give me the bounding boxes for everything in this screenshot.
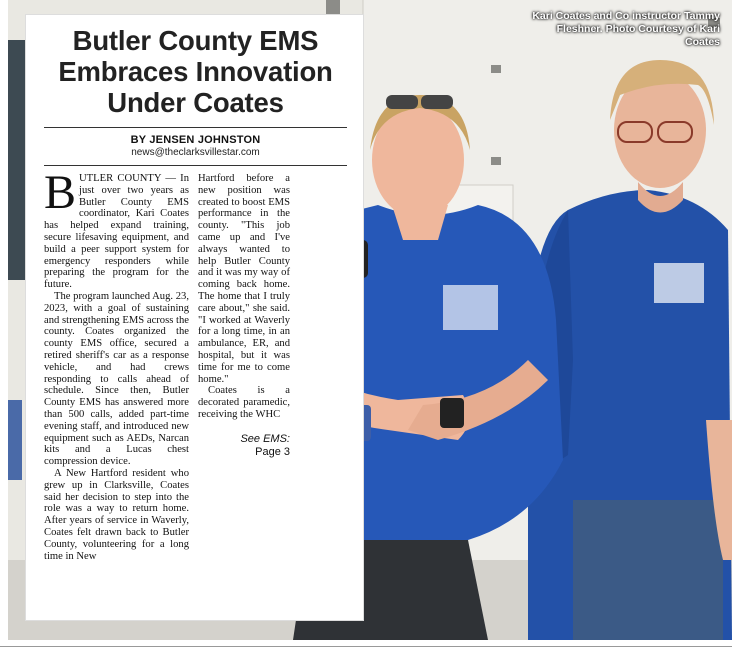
article-columns [44,166,347,562]
byline-email[interactable]: news@theclarksvillestar.com [131,147,260,158]
divider [44,127,347,128]
paragraph-1-text: UTLER COUNTY — In just over two years as Butler County EMS coordinator, Kari Coates has helped expand training, secure lifesaving equipment, and build a peer support system for emergency responders while preparing the program for the future. [44,173,189,291]
paragraph-3: A New Hartford resident who grew up in Clarksville, Coates said her decision to step into the role was a way to return home. After years of service in Waverly, Coates felt drawn back to Butler County, volunteering for a long time in New [44,467,189,562]
article-box [26,15,363,620]
jump-line[interactable] [198,433,290,459]
jump-page-label: Page 3 [255,445,290,458]
drop-cap: B [44,166,77,219]
byline: BY JENSEN JOHNSTON [130,134,261,146]
column-2 [198,173,290,562]
jump-see-label: See EMS: [240,432,290,445]
paragraph-4: Hartford before a new position was created to boost EMS performance in the county. "This job came up and I've always wanted to help Butler County and it was my way of coming back home. The home that I truly care about," she said. "I worked at Waverly for a long time, in an ambulance, ER, and hospital, but it was time for me to come home." [198,173,290,385]
page-bottom-rule [0,646,732,647]
column-1 [44,166,189,562]
paragraph-5: Coates is a decorated paramedic, receiving the WHC [198,385,290,420]
headline: Butler County EMS Embraces Innovation Under Coates [58,25,333,118]
paragraph-1 [44,166,189,291]
paragraph-2: The program launched Aug. 23, 2023, with a goal of sustaining and strengthening EMS across the county. Coates organized the county EMS office, secured a retired sheriff's car as a response vehicle, and had crews responding to calls ahead of schedule. Since then, Butler County EMS has answered more than 500 calls, added part-time evening staff, and introduced new equipment such as AEDs, Narcan kits and a Lucas chest compression device. [44,290,189,468]
divider [44,165,347,166]
photo-caption: Kari Coates and Co instructor Tammy Fleshner. Photo Courtesy of Kari Coates [532,10,720,48]
